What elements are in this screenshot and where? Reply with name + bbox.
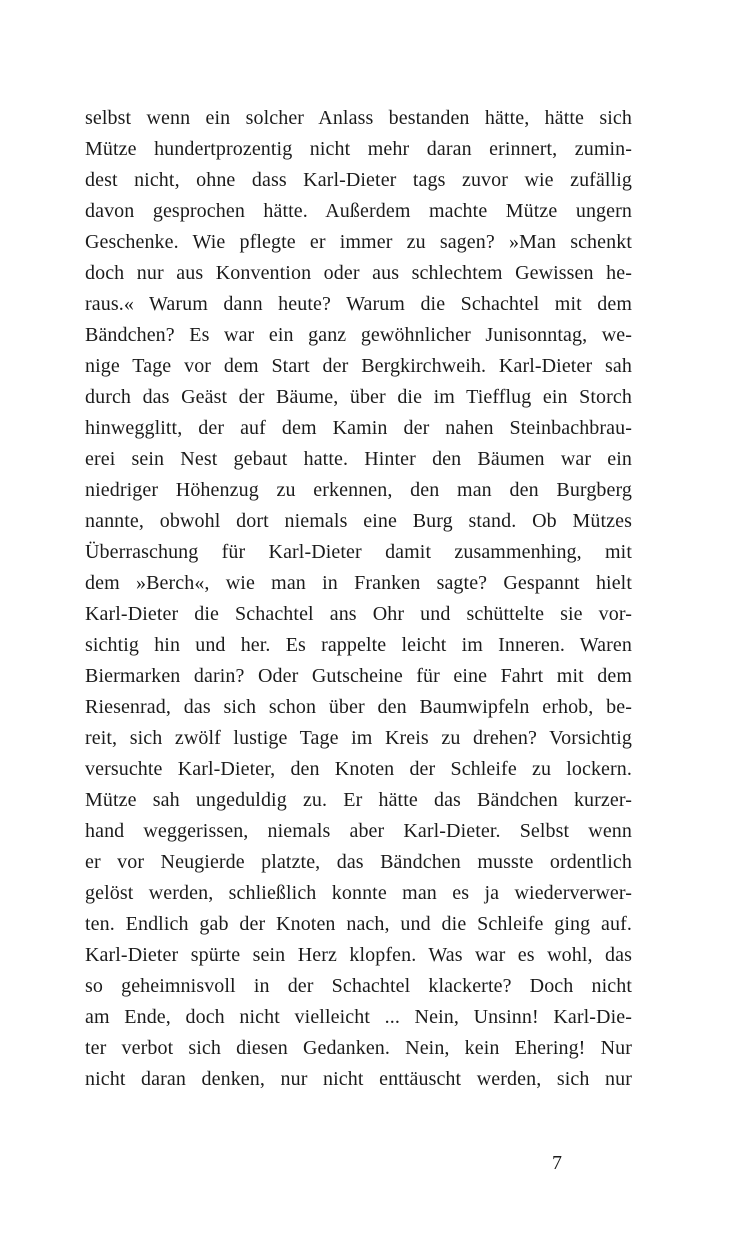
text-line: Überraschung für Karl-Dieter damit zusammenhing, mit: [85, 541, 632, 563]
text-line: Mütze hundertprozentig nicht mehr daran erinnert, zumin-: [85, 138, 632, 160]
text-line: davon gesprochen hätte. Außerdem machte Mütze ungern: [85, 200, 632, 222]
text-line: versuchte Karl-Dieter, den Knoten der Schleife zu lockern.: [85, 758, 632, 780]
body-text: [85, 103, 632, 1095]
text-line: Riesenrad, das sich schon über den Baumwipfeln erhob, be-: [85, 696, 632, 718]
text-line: ter verbot sich diesen Gedanken. Nein, kein Ehering! Nur: [85, 1037, 632, 1059]
text-line: Karl-Dieter die Schachtel ans Ohr und schüttelte sie vor-: [85, 603, 632, 625]
text-line: dem »Berch«, wie man in Franken sagte? Gespannt hielt: [85, 572, 632, 594]
text-line: ten. Endlich gab der Knoten nach, und die Schleife ging auf.: [85, 913, 632, 935]
text-line: dest nicht, ohne dass Karl-Dieter tags zuvor wie zufällig: [85, 169, 632, 191]
text-line: reit, sich zwölf lustige Tage im Kreis zu drehen? Vorsichtig: [85, 727, 632, 749]
text-line: nige Tage vor dem Start der Bergkirchweih. Karl-Dieter sah: [85, 355, 632, 377]
text-line: sichtig hin und her. Es rappelte leicht im Inneren. Waren: [85, 634, 632, 656]
text-line: so geheimnisvoll in der Schachtel klackerte? Doch nicht: [85, 975, 632, 997]
text-line: nannte, obwohl dort niemals eine Burg stand. Ob Mützes: [85, 510, 632, 532]
text-line: selbst wenn ein solcher Anlass bestanden hätte, hätte sich: [85, 107, 632, 129]
text-line: gelöst werden, schließlich konnte man es ja wiederverwer-: [85, 882, 632, 904]
text-line: am Ende, doch nicht vielleicht ... Nein, Unsinn! Karl-Die-: [85, 1006, 632, 1028]
text-line: nicht daran denken, nur nicht enttäuscht werden, sich nur: [85, 1068, 632, 1090]
text-line: durch das Geäst der Bäume, über die im Tiefflug ein Storch: [85, 386, 632, 408]
text-line: Karl-Dieter spürte sein Herz klopfen. Was war es wohl, das: [85, 944, 632, 966]
text-line: doch nur aus Konvention oder aus schlechtem Gewissen he-: [85, 262, 632, 284]
text-line: Bändchen? Es war ein ganz gewöhnlicher Junisonntag, we-: [85, 324, 632, 346]
page-number: 7: [552, 1152, 562, 1174]
text-line: Biermarken darin? Oder Gutscheine für eine Fahrt mit dem: [85, 665, 632, 687]
text-line: er vor Neugierde platzte, das Bändchen musste ordentlich: [85, 851, 632, 873]
text-line: raus.« Warum dann heute? Warum die Schachtel mit dem: [85, 293, 632, 315]
text-line: hand weggerissen, niemals aber Karl-Dieter. Selbst wenn: [85, 820, 632, 842]
text-line: erei sein Nest gebaut hatte. Hinter den Bäumen war ein: [85, 448, 632, 470]
text-line: Geschenke. Wie pflegte er immer zu sagen? »Man schenkt: [85, 231, 632, 253]
text-line: hinwegglitt, der auf dem Kamin der nahen Steinbachbrau-: [85, 417, 632, 439]
text-line: niedriger Höhenzug zu erkennen, den man den Burgberg: [85, 479, 632, 501]
text-line: Mütze sah ungeduldig zu. Er hätte das Bändchen kurzer-: [85, 789, 632, 811]
